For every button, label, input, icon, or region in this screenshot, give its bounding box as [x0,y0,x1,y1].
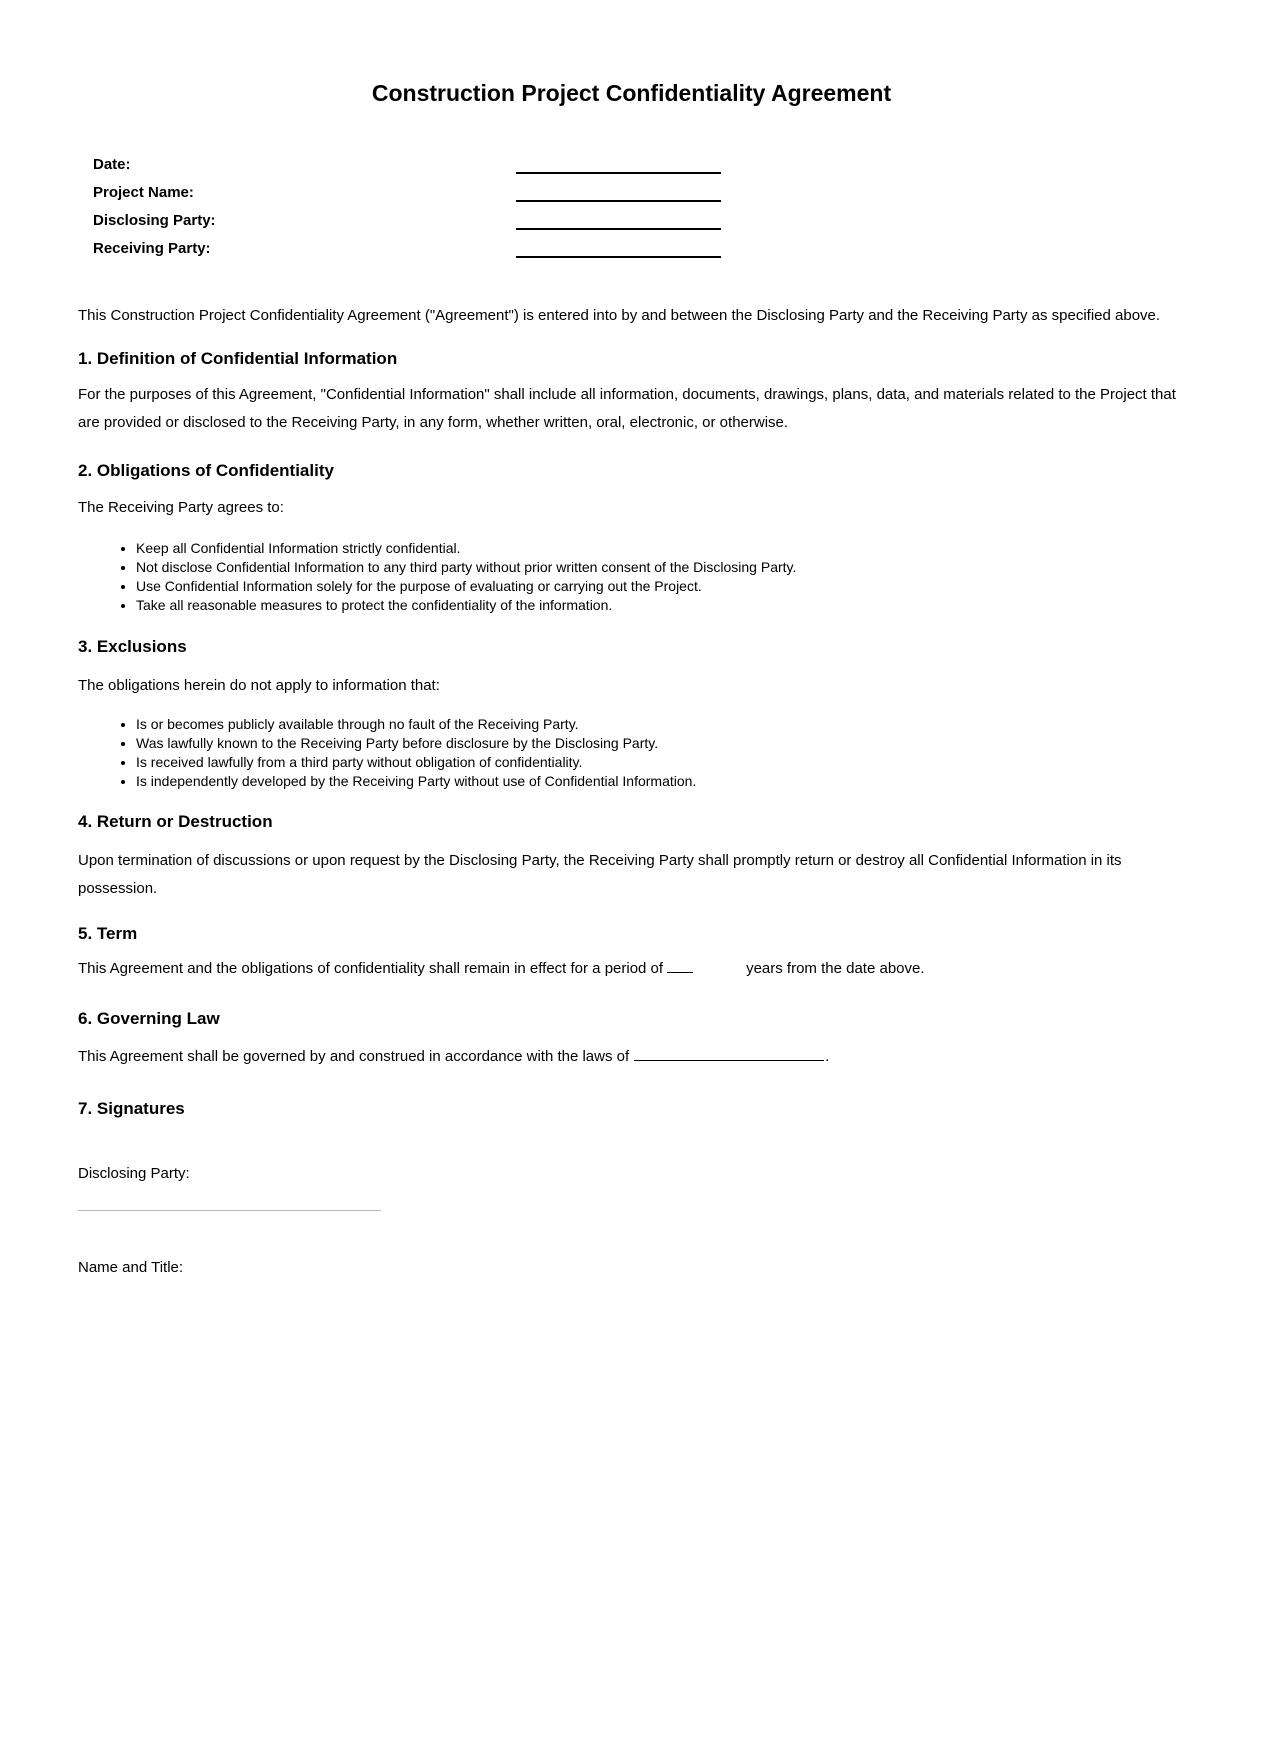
exclusion-item: • Was lawfully known to the Receiving Party before disclosure by the Disclosing Party. [136,734,1185,753]
field-row-project-name [78,174,1185,202]
signature-name-and-title-label: Name and Title: [78,1259,184,1276]
obligation-item: • Not disclose Confidential Information to any third party without prior written consent of the Disclosing Party. [136,558,1185,577]
exclusion-item: • Is independently developed by the Receiving Party without use of Confidential Information. [136,772,1185,791]
date-fill-line[interactable] [516,144,721,174]
signature-line[interactable] [78,1210,381,1211]
section-7-heading: 7. Signatures [78,1099,185,1118]
document-title: Construction Project Confidentiality Agreement [371,80,892,106]
date-label: Date: [93,156,131,173]
section-3-lead: The obligations herein do not apply to information that: [78,677,440,694]
field-row-disclosing-party [78,202,1185,230]
signature-disclosing-party-label: Disclosing Party: [78,1165,190,1182]
exclusion-item: • Is or becomes publicly available through no fault of the Receiving Party. [136,715,1185,734]
section-1-body: For the purposes of this Agreement, "Confidential Information" shall include all information, documents, drawings, plans, data, and materials related to the Project that are provided or disclosed to the Receiving Party, in any form, whether written, oral, electronic, or otherwise. [78,386,1176,431]
exclusion-item: • Is received lawfully from a third party without obligation of confidentiality. [136,753,1185,772]
project-name-fill-line[interactable] [516,172,721,202]
field-row-receiving-party [78,230,1185,258]
governing-law-fill-line[interactable] [634,1045,824,1061]
term-years-fill-line[interactable] [667,957,693,973]
section-5-heading: 5. Term [78,924,138,943]
obligation-item: • Use Confidential Information solely for the purpose of evaluating or carrying out the Project. [136,577,1185,596]
header-fields [78,146,1185,258]
obligation-item: • Keep all Confidential Information strictly confidential. [136,539,1185,558]
section-1-heading: 1. Definition of Confidential Information [78,349,398,368]
obligations-list [78,539,1185,615]
section-4-heading: 4. Return or Destruction [78,812,273,831]
section-2-lead: The Receiving Party agrees to: [78,499,284,516]
intro-paragraph: This Construction Project Confidentiality Agreement ("Agreement") is entered into by and between the Disclosing Party and the Receiving Party as specified above. [78,307,1161,324]
project-name-label: Project Name: [93,184,194,201]
governing-law-after: . [825,1048,830,1065]
receiving-party-fill-line[interactable] [516,228,721,258]
receiving-party-label: Receiving Party: [93,240,211,257]
governing-law-sentence [78,1043,1185,1071]
governing-law-before: This Agreement shall be governed by and construed in accordance with the laws of [78,1048,630,1065]
term-sentence-after: years from the date above. [746,960,925,977]
field-row-date [78,146,1185,174]
term-sentence-before: This Agreement and the obligations of confidentiality shall remain in effect for a period of [78,960,664,977]
obligation-item: • Take all reasonable measures to protect the confidentiality of the information. [136,596,1185,615]
disclosing-party-label: Disclosing Party: [93,212,216,229]
disclosing-party-fill-line[interactable] [516,200,721,230]
section-3-heading: 3. Exclusions [78,637,187,656]
term-sentence [78,955,1185,983]
section-4-body: Upon termination of discussions or upon request by the Disclosing Party, the Receiving Party shall promptly return or destroy all Confidential Information in its possession. [78,852,1122,897]
exclusions-list [78,715,1185,791]
document-page [0,82,1263,1282]
section-2-heading: 2. Obligations of Confidentiality [78,461,334,480]
section-6-heading: 6. Governing Law [78,1009,220,1028]
